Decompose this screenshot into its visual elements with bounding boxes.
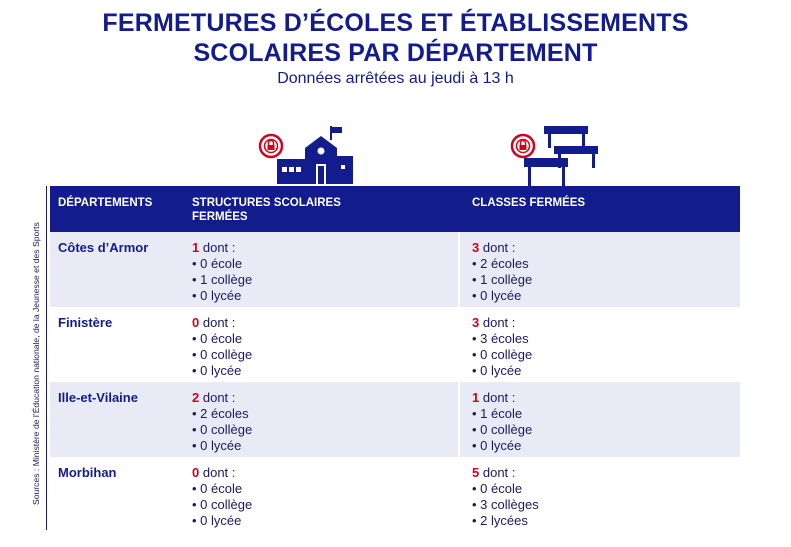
dept-name: Finistère: [58, 315, 113, 330]
title-line-1: FERMETURES D’ÉCOLES ET ÉTABLISSEMENTS: [102, 9, 689, 37]
dont-label: dont :: [202, 390, 236, 405]
list-item: • 0 lycée: [472, 363, 522, 378]
table-row: [50, 382, 740, 457]
dept-name: Morbihan: [58, 465, 117, 480]
table-header: [50, 186, 740, 232]
classes-total: 3: [472, 240, 480, 255]
structures-total: 0: [192, 465, 200, 480]
dont-label: dont :: [482, 240, 516, 255]
source-divider: [46, 186, 47, 530]
list-item: • 0 lycée: [192, 438, 242, 453]
list-item: • 1 collège: [192, 272, 253, 287]
classes-total: 3: [472, 315, 480, 330]
classes-total: 5: [472, 465, 480, 480]
dont-label: dont :: [482, 390, 516, 405]
classes-cell: [472, 315, 532, 379]
header-classes: CLASSES FERMÉES: [472, 197, 586, 209]
page-subtitle: Données arrêtées au jeudi à 13 h: [277, 70, 514, 87]
list-item: • 0 collège: [472, 347, 533, 362]
list-item: • 0 lycée: [192, 363, 242, 378]
dont-label: dont :: [202, 315, 236, 330]
list-item: • 0 école: [192, 331, 243, 346]
list-item: • 0 collège: [192, 347, 253, 362]
list-item: • 0 lycée: [472, 438, 522, 453]
table-row: [50, 232, 740, 307]
column-separator: [458, 382, 460, 457]
header-structures: STRUCTURES SCOLAIRES FERMÉES: [192, 197, 341, 223]
list-item: • 0 lycée: [192, 513, 242, 528]
structures-total: 1: [192, 240, 200, 255]
list-item: • 0 collège: [192, 497, 253, 512]
dont-label: dont :: [482, 465, 516, 480]
structures-cell: [192, 390, 252, 454]
table-row: [50, 457, 740, 532]
classes-total: 1: [472, 390, 480, 405]
list-item: • 2 lycées: [472, 513, 528, 528]
structures-cell: [192, 240, 252, 304]
list-item: • 3 collèges: [472, 497, 539, 512]
list-item: • 0 collège: [192, 422, 253, 437]
list-item: • 2 écoles: [192, 406, 249, 421]
table-row: [50, 307, 740, 382]
dont-label: dont :: [202, 465, 236, 480]
list-item: • 0 collège: [472, 422, 533, 437]
list-item: • 0 école: [192, 481, 243, 496]
classes-cell: [472, 240, 532, 304]
dont-label: dont :: [202, 240, 236, 255]
list-item: • 2 écoles: [472, 256, 529, 271]
structures-cell: [192, 315, 252, 379]
column-separator: [458, 232, 460, 307]
list-item: • 0 école: [472, 481, 523, 496]
structures-total: 2: [192, 390, 200, 405]
dept-name: Côtes d’Armor: [58, 240, 149, 255]
list-item: • 0 lycée: [472, 288, 522, 303]
closures-table: [50, 186, 740, 532]
locked-classroom-desks-icon: [510, 126, 600, 188]
classes-cell: [472, 390, 532, 454]
list-item: • 3 écoles: [472, 331, 529, 346]
header-departments: DÉPARTEMENTS: [58, 197, 153, 209]
list-item: • 1 collège: [472, 272, 533, 287]
list-item: • 1 école: [472, 406, 523, 421]
classes-cell: [472, 465, 539, 529]
dont-label: dont :: [482, 315, 516, 330]
structures-cell: [192, 465, 252, 529]
source-text: Sources : Ministère de l’Éducation nationale, de la Jeunesse et des Sports: [31, 222, 41, 505]
page-title: [0, 8, 791, 68]
list-item: • 0 lycée: [192, 288, 242, 303]
list-item: • 0 école: [192, 256, 243, 271]
structures-total: 0: [192, 315, 200, 330]
source-note: [31, 185, 45, 505]
dept-name: Ille-et-Vilaine: [58, 390, 138, 405]
locked-school-icon: [255, 126, 365, 184]
title-line-2: SCOLAIRES PAR DÉPARTEMENT: [193, 39, 598, 67]
